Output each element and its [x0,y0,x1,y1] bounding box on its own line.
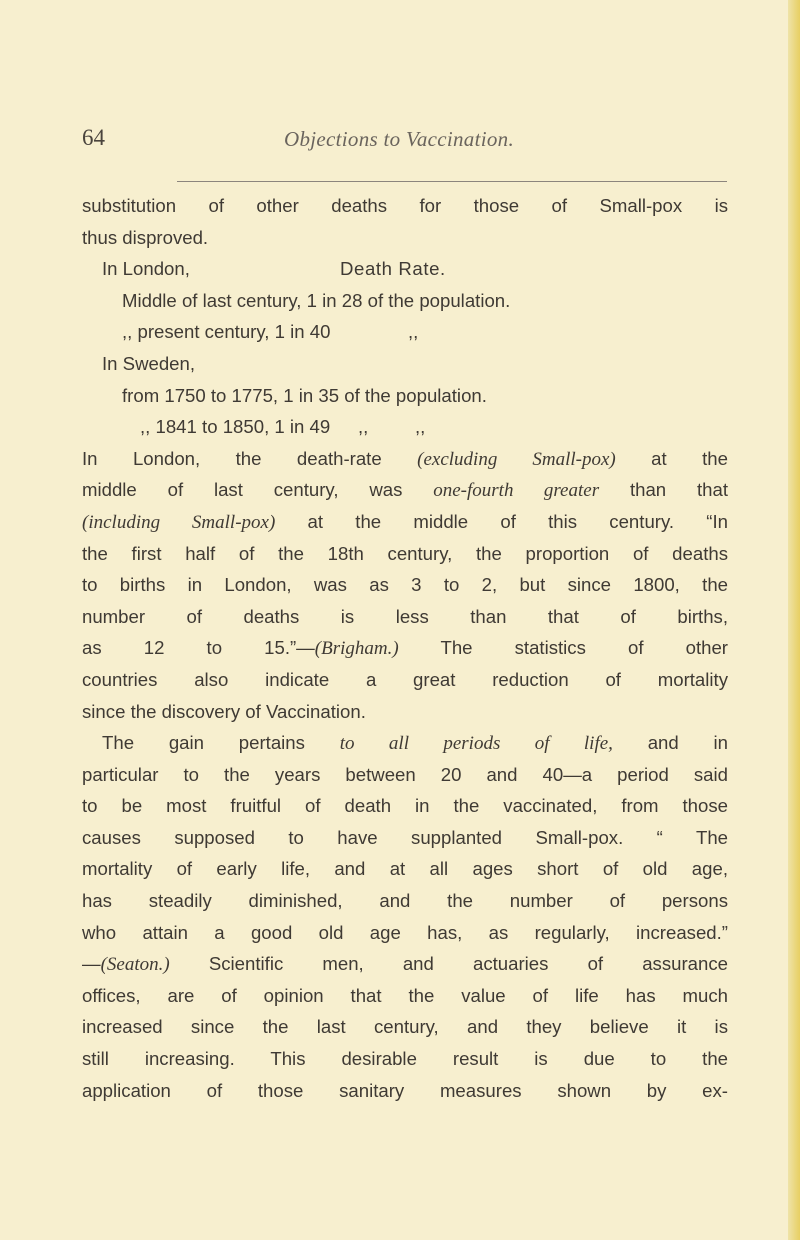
italic-span: (Brigham.) [314,638,399,660]
table-row-text: ,, 1841 to 1850, 1 in 49 [140,416,331,438]
table-row: from 1750 to 1775, 1 in 35 of the population. [122,384,487,406]
text-line: offices, are of opinion that the value of life has much [82,984,728,1006]
text-line [82,632,728,664]
italic-span: to all periods of life, [339,733,613,755]
text-line: substitution of other deaths for those of Small-pox is [82,195,728,216]
text-line: countries also indicate a great reduction of mortality [82,668,728,690]
text-line: causes supposed to have supplanted Small-pox. “ The [82,826,728,848]
body-text [82,190,728,1106]
text-span: In London, the death-rate [82,447,418,469]
table-place-label: In London, [102,258,190,280]
text-line: to be most fruitful of death in the vaccinated, from those [82,795,728,817]
text-line [82,443,728,475]
table-heading-line [82,253,728,285]
ditto-mark: ,, [358,416,369,438]
text-line: to births in London, was as 3 to 2, but since 1800, the [82,574,728,596]
italic-span: (excluding Small-pox) [417,448,616,470]
text-line [82,948,728,980]
text-span: middle of last century, was [82,479,434,501]
text-span: as 12 to 15.”— [82,637,315,659]
table-row-text: ,, present century, 1 in 40 [122,321,331,343]
text-line [82,727,728,759]
page-number: 64 [82,125,105,150]
table-row: Middle of last century, 1 in 28 of the population. [122,289,511,311]
text-line [82,474,728,506]
page-header [82,125,722,165]
italic-span: one-fourth greater [433,480,600,502]
page-edge [788,0,800,1240]
text-line: number of deaths is less than that of births, [82,605,728,627]
table-place-label: In Sweden, [102,352,196,374]
text-span: at the middle of this century. “In [275,510,728,532]
text-line: thus disproved. [82,226,209,248]
text-span: at the [615,447,728,469]
text-line: mortality of early life, and at all ages short of old age, [82,858,728,880]
text-span: and in [612,732,729,754]
text-span: Scientific men, and actuaries of assurance [169,953,728,975]
text-line: application of those sanitary measures shown by ex- [82,1079,728,1101]
text-line: increased since the last century, and they believe it is [82,1016,728,1038]
text-line: the first half of the 18th century, the proportion of deaths [82,542,728,564]
text-span: — [82,953,101,975]
ditto-mark: ,, [408,321,419,343]
text-span: The statistics of other [398,637,728,659]
text-line: who attain a good old age has, as regularly, increased.” [82,921,728,943]
text-span: The gain pertains [102,732,340,754]
table-row [82,316,728,348]
header-rule [177,181,727,182]
running-title: Objections to Vaccination. [284,127,515,151]
text-line: still increasing. This desirable result is due to the [82,1048,728,1070]
ditto-mark: ,, [415,416,426,438]
table-heading: Death Rate. [340,258,446,280]
italic-span: (Seaton.) [100,954,170,976]
table-row [82,411,728,443]
italic-span: (including Small-pox) [82,511,276,533]
text-line: has steadily diminished, and the number of persons [82,890,728,912]
text-line: particular to the years between 20 and 40—a period said [82,763,728,785]
text-span: than that [599,479,728,501]
text-line: since the discovery of Vaccination. [82,700,366,722]
text-line [82,506,728,538]
